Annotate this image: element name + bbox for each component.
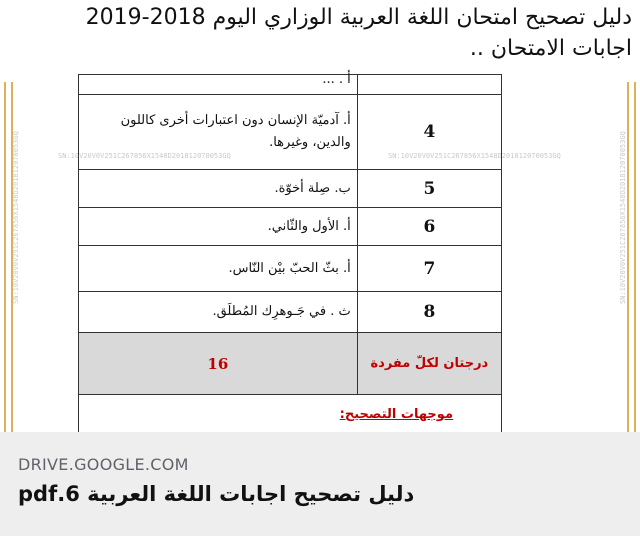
post-title-line1: دليل تصحيح امتحان اللغة العربية الوزاري اليوم 2018-2019 — [85, 5, 632, 30]
watermark-vertical-right: SN:10V20V0V251C267856X1548D201812070053GQ — [619, 131, 627, 304]
table-row — [79, 170, 502, 208]
answer-text: أ. الأول والثّاني. — [79, 208, 358, 246]
question-number — [357, 75, 501, 95]
table-row — [79, 208, 502, 246]
watermark-horizontal-right: SN:10V20V0V251C267856X1548D201812070053GQ — [388, 152, 561, 160]
table-row — [79, 95, 502, 170]
link-title[interactable]: دليل تصحيح اجابات اللغة العربية 6.pdf — [18, 482, 415, 506]
answer-text: أ. آدميّة الإنسان دون اعتبارات أخرى كاللون والدين، وغيرها. — [79, 95, 358, 170]
table-row — [79, 246, 502, 292]
link-preview-card[interactable] — [0, 432, 640, 536]
question-number: 6 — [357, 208, 501, 246]
table-row — [79, 292, 502, 333]
answer-text: ث . في جَـوهرِك المُطلَق. — [79, 292, 358, 333]
post-title-line2: اجابات الامتحان .. — [469, 36, 632, 61]
link-domain: DRIVE.GOOGLE.COM — [18, 455, 189, 474]
page-border-right — [627, 82, 636, 432]
document-preview[interactable] — [0, 71, 640, 432]
question-number: 4 — [357, 95, 501, 170]
answer-text: أ . ... — [322, 71, 351, 87]
document-page — [0, 71, 640, 432]
total-label: درجتان لكلّ مفردة — [357, 333, 501, 395]
question-number: 7 — [357, 246, 501, 292]
answer-text: ب. صِلة أخوّة. — [79, 170, 358, 208]
answers-table — [78, 71, 502, 455]
question-number: 5 — [357, 170, 501, 208]
answer-cell — [79, 71, 358, 95]
watermark-vertical: SN:10V20V0V251C267856X1548D201812070053GQ — [12, 131, 20, 304]
answer-text: أ. بثّ الحبّ بيْن النّاس. — [79, 246, 358, 292]
total-row — [79, 333, 502, 395]
watermark-horizontal-left: SN:10V20V0V251C267856X1548D201812070053GQ — [58, 152, 231, 160]
table-row — [79, 75, 502, 95]
question-number: 8 — [357, 292, 501, 333]
total-value: 16 — [79, 333, 358, 395]
notes-title: موجهات التصحيح: — [339, 407, 453, 422]
post-title — [0, 2, 632, 64]
